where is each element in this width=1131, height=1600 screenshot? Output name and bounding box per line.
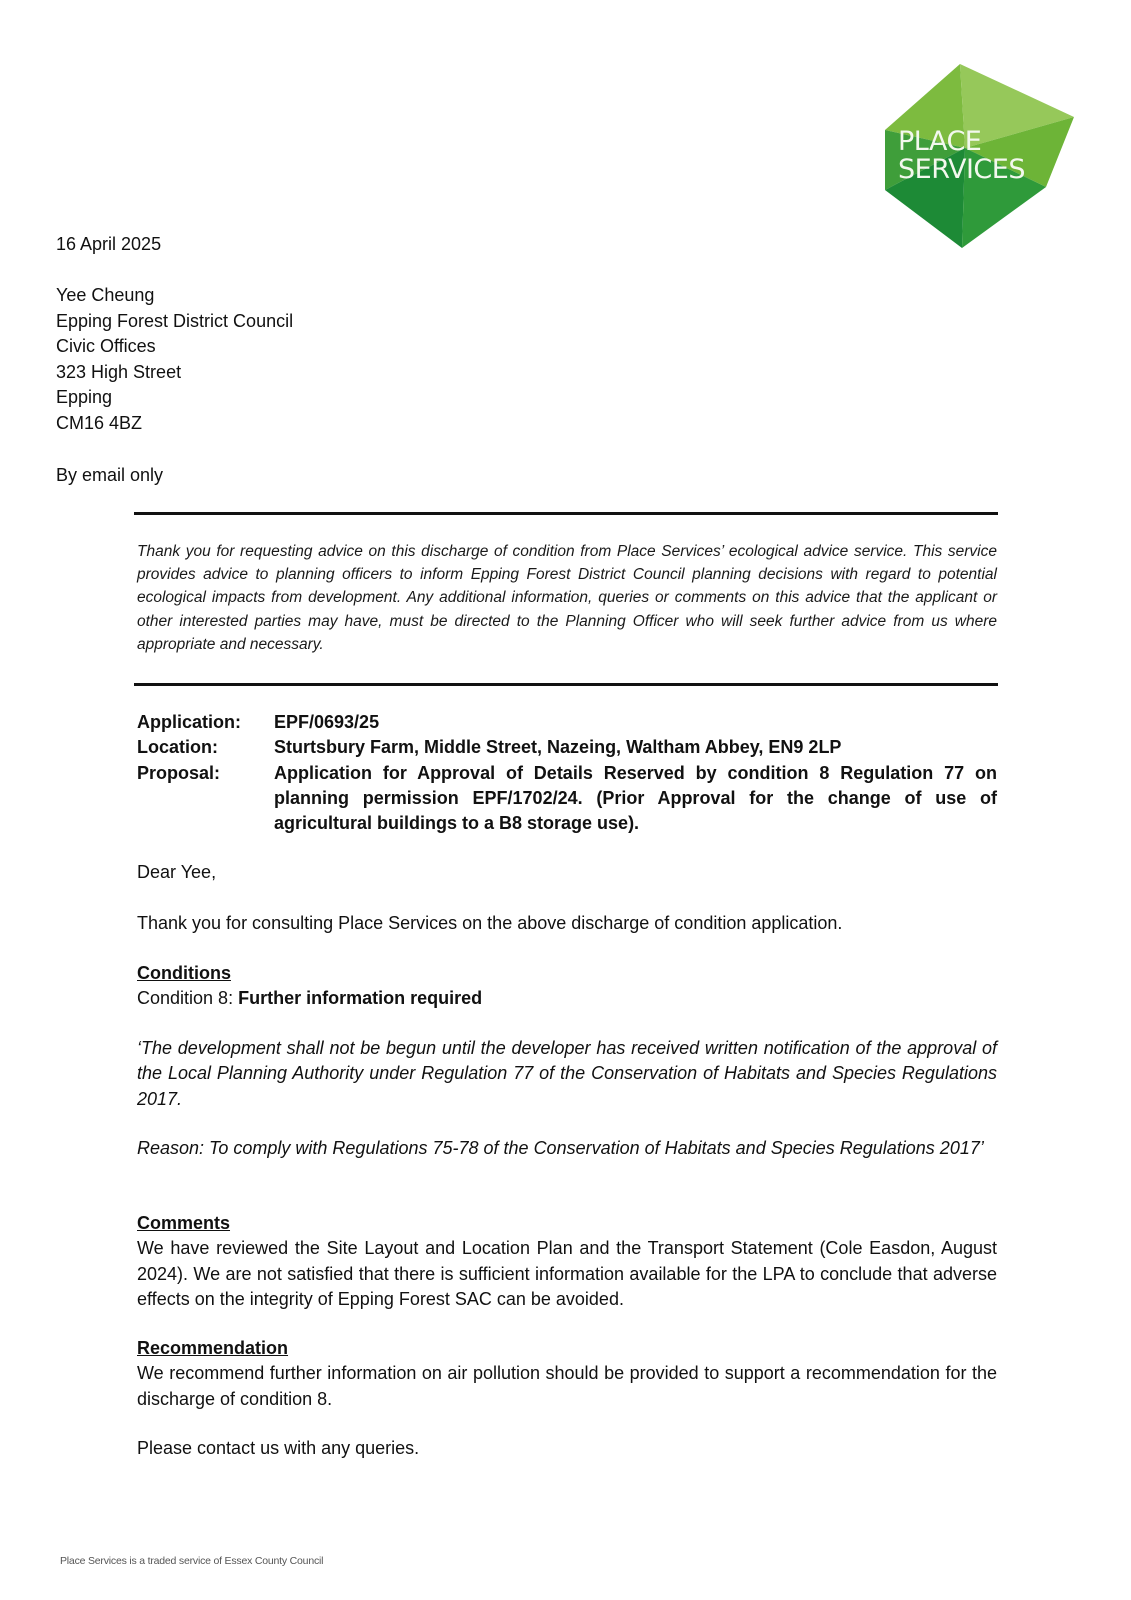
conditions-heading: Conditions — [137, 963, 231, 983]
recipient-town: Epping — [56, 387, 113, 407]
detail-value: Sturtsbury Farm, Middle Street, Nazeing, Waltham Abbey, EN9 2LP — [274, 737, 842, 758]
recipient-organisation: Epping Forest District Council — [56, 310, 294, 331]
recommendation-text: We recommend further information on air pollution should be provided to support a recommendation for the discharge of condition 8. — [137, 1363, 997, 1409]
detail-row-application — [137, 710, 997, 735]
comments-section — [137, 1211, 997, 1312]
conditions-section — [137, 961, 997, 1012]
application-details — [137, 710, 997, 836]
delivery-method: By email only — [56, 465, 164, 485]
recommendation-heading: Recommendation — [137, 1338, 289, 1358]
divider-top — [134, 512, 998, 515]
detail-label: Application: — [137, 712, 241, 732]
logo-wordmark — [898, 128, 1025, 184]
recipient-street: 323 High Street — [56, 361, 182, 382]
place-services-logo — [880, 60, 1080, 252]
condition-quote: ‘The development shall not be begun until the developer has received written notification of the approval of the Local Planning Authority under Regulation 77 of the Conservation of Habitats and Species Regulations 2017. — [137, 1038, 997, 1109]
recipient-name: Yee Cheung — [56, 285, 155, 305]
logo-line-1: PLACE — [898, 126, 982, 157]
logo-line-2: SERVICES — [898, 154, 1025, 185]
recommendation-section — [137, 1336, 997, 1412]
detail-value: Application for Approval of Details Reserved by condition 8 Regulation 77 on planning permission EPF/1702/24. (Prior Approval for the change of use of agricultural buildings to a B8 storage use). — [274, 762, 997, 834]
letter-date: 16 April 2025 — [56, 234, 162, 254]
closing-line: Please contact us with any queries. — [137, 1438, 420, 1458]
condition-8-line — [137, 986, 997, 1011]
salutation: Dear Yee, — [137, 862, 217, 882]
condition-label: Condition 8: — [137, 988, 239, 1009]
detail-row-proposal — [137, 761, 997, 837]
condition-status: Further information required — [238, 988, 483, 1009]
detail-label: Location: — [137, 737, 218, 758]
recipient-postcode: CM16 4BZ — [56, 412, 143, 433]
detail-label: Proposal: — [137, 762, 221, 783]
detail-value: EPF/0693/25 — [274, 712, 380, 732]
comments-text: We have reviewed the Site Layout and Location Plan and the Transport Statement (Cole Easdon, August 2024). We are not satisfied that there is sufficient information available for the LPA to conclude that adverse effects on the integrity of Epping Forest SAC can be avoided. — [137, 1238, 997, 1309]
intro-paragraph: Thank you for consulting Place Services on the above discharge of condition application. — [137, 913, 843, 933]
address-block — [56, 232, 293, 436]
footer-text: Place Services is a traded service of Essex County Council — [60, 1555, 324, 1567]
condition-reason: Reason: To comply with Regulations 75-78 of the Conservation of Habitats and Species Regulations 2017’ — [137, 1138, 984, 1158]
divider-bottom — [134, 683, 998, 686]
recipient-building: Civic Offices — [56, 336, 156, 356]
comments-heading: Comments — [137, 1213, 231, 1233]
detail-row-location — [137, 735, 997, 760]
disclaimer-text: Thank you for requesting advice on this discharge of condition from Place Services’ ecological advice service. This service provides advice to planning officers to inform Epping Forest District Council planning decisions with regard to potential ecological impacts from development. Any additional information, queries or comments on this advice that the applicant or other interested parties may have, must be directed to the Planning Officer who will seek further advice from us where appropriate and necessary. — [137, 543, 997, 653]
